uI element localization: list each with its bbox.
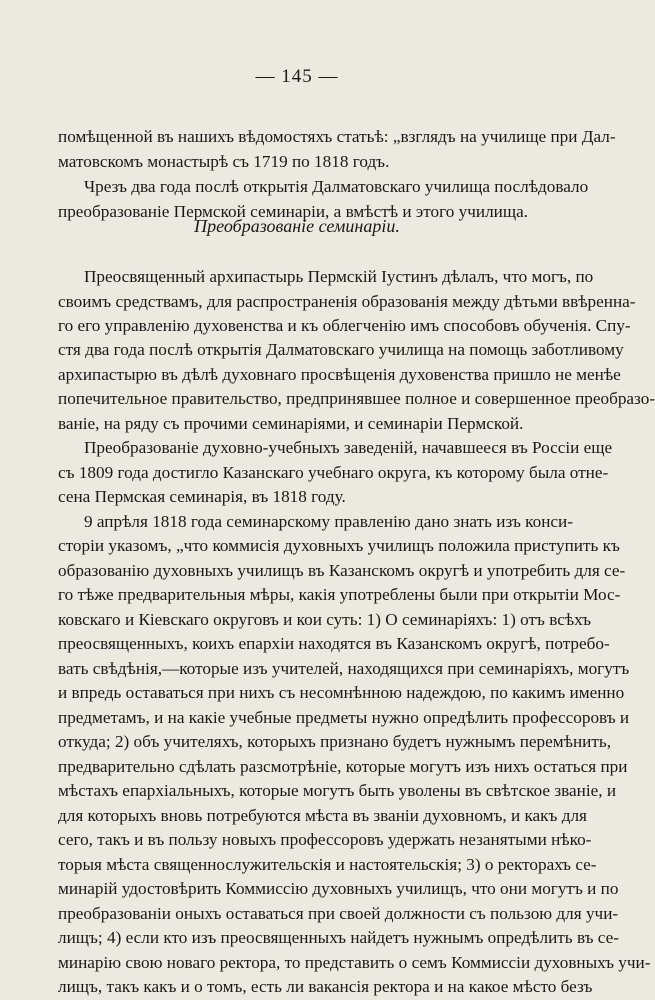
text-line: лищъ; 4) если кто изъ преосвященныхъ найдетъ нужнымъ опредѣлить въ се-: [58, 928, 620, 947]
text-line: ковскаго и Кіевскаго округовъ и кои суть: 1) О семинаріяхъ: 1) отъ всѣхъ: [58, 609, 591, 629]
text-line: помѣщенной въ нашихъ вѣдомостяхъ статьѣ: „взглядъ на училище при Дал-: [58, 127, 616, 146]
text-line: для которыхъ вновь потребуются мѣста въ званіи духовномъ, и какъ для: [58, 805, 587, 825]
text-line: образованію духовныхъ училищъ въ Казанскомъ округѣ и употребить для се-: [58, 560, 626, 580]
text-line: и впредь оставаться при нихъ съ несомнѣнною надеждою, по какимъ именно: [58, 683, 625, 703]
text-line: 9 апрѣля 1818 года семинарскому правленію дано знать изъ конси-: [84, 511, 573, 531]
text-line: торыя мѣста священнослужительскія и настоятельскія; 3) о ректорахъ се-: [58, 854, 597, 874]
text-line: сена Пермская семинарія, въ 1818 году.: [58, 487, 346, 507]
text-line: ваніе, на ряду съ прочими семинаріями, и семинаріи Пермской.: [58, 413, 524, 433]
text-line: го тѣже предварительныя мѣры, какія употреблены были при открытіи Мос-: [58, 585, 621, 605]
text-line: сего, такъ и въ пользу новыхъ профессоровъ удержать незанятыми нѣко-: [58, 830, 592, 850]
text-line: Преосвященный архипастырь Пермскій Іустинъ дѣлалъ, что могъ, по: [84, 267, 594, 286]
text-line: матовскомъ монастырѣ съ 1719 по 1818 годъ.: [58, 152, 390, 171]
text-line: попечительное правительство, предпринявшее полное и совершенное преобразо-: [58, 389, 655, 409]
text-line: вать свѣдѣнія,—которые изъ учителей, находящихся при семинаріяхъ, могутъ: [58, 658, 630, 678]
text-line: преобразованіи оныхъ оставаться при своей должности съ пользою для учи-: [58, 903, 619, 923]
section-heading: Преобразованіе семинаріи.: [194, 216, 400, 236]
text-line: минарію свою новаго ректора, то представить о семъ Коммиссіи духовныхъ учи-: [58, 952, 651, 972]
text-line: предварительно сдѣлать разсмотрѣніе, которые могутъ изъ нихъ остаться при: [58, 756, 628, 776]
text-line: сторіи указомъ, „что коммисія духовныхъ училищъ положила приступить къ: [58, 536, 620, 556]
text-line: своимъ средствамъ, для распространенія образованія между дѣтьми ввѣренна-: [58, 291, 636, 311]
page-number: — 145 —: [255, 66, 339, 87]
text-line: архипастырю въ дѣлѣ духовнаго просвѣщенія духовенства пришло не менѣе: [58, 364, 621, 384]
text-line: Преобразованіе духовно-учебныхъ заведеній, начавшееся въ Россіи еще: [84, 438, 613, 458]
text-line: съ 1809 года достигло Казанскаго учебнаго округа, къ которому была отне-: [58, 462, 609, 482]
text-line: минарій удостовѣрить Коммиссію духовныхъ училищъ, что они могутъ и по: [58, 879, 619, 899]
text-line: Чрезъ два года послѣ открытія Далматовскаго училища послѣдовало: [84, 177, 589, 196]
text-line: стя два года послѣ открытія Далматовскаго училища на помощь заботливому: [58, 340, 624, 360]
text-line: преосвященныхъ, коихъ епархіи находятся въ Казанскомъ округѣ, потребо-: [58, 634, 610, 654]
text-line: предметамъ, и на какіе учебные предметы нужно опредѣлить профессоровъ и: [58, 707, 630, 727]
text-line: мѣстахъ епархіальныхъ, которые могутъ быть уволены въ свѣтское званіе, и: [58, 781, 617, 801]
text-line: го его управленію духовенства и къ облегченію имъ способовъ обученія. Спу-: [58, 316, 631, 335]
text-line: преобразованіе Пермской семинаріи, а вмѣстѣ и этого училища.: [58, 202, 529, 221]
text-line: лищъ, такъ какъ и о томъ, есть ли вакансія ректора и на какое мѣсто безъ: [58, 977, 593, 996]
text-line: откуда; 2) объ учителяхъ, которыхъ признано будетъ нужнымъ перемѣнить,: [58, 732, 612, 752]
